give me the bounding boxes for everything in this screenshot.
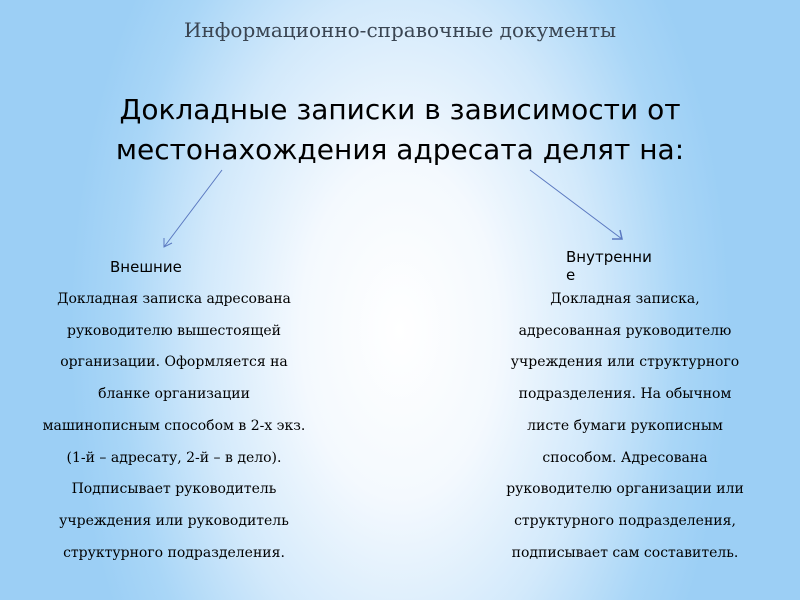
text-line: листе бумаги рукописным bbox=[527, 417, 723, 434]
text-line: структурного подразделения. bbox=[63, 544, 285, 561]
text-line: учреждения или руководитель bbox=[59, 512, 289, 529]
text-line: руководителю организации или bbox=[506, 481, 744, 498]
external-label: Внешние bbox=[110, 258, 182, 276]
arrow-left bbox=[164, 170, 222, 247]
internal-label-line: е bbox=[566, 266, 576, 284]
text-line: Подписывает руководитель bbox=[71, 481, 277, 498]
text-line: структурного подразделения, bbox=[514, 512, 736, 529]
text-line: бланке организации bbox=[98, 386, 250, 403]
heading-line: местонахождения адресата делят на: bbox=[115, 133, 685, 166]
heading-line: Докладные записки в зависимости от bbox=[119, 93, 681, 126]
text-line: учреждения или структурного bbox=[510, 354, 740, 371]
internal-description bbox=[445, 284, 800, 569]
external-description bbox=[0, 284, 354, 569]
internal-label bbox=[566, 248, 652, 284]
text-line: (1-й – адресату, 2-й – в дело). bbox=[66, 449, 282, 466]
text-line: организации. Оформляется на bbox=[60, 354, 288, 371]
text-line: руководителю вышестоящей bbox=[66, 322, 281, 339]
text-line: подписывает сам составитель. bbox=[511, 544, 739, 561]
arrow-right bbox=[530, 170, 622, 239]
text-line: подразделения. На обычном bbox=[518, 386, 732, 403]
slide-title: Информационно-справочные документы bbox=[184, 18, 616, 42]
text-line: адресованная руководителю bbox=[518, 322, 732, 339]
text-line: Докладная записка адресована bbox=[57, 291, 291, 307]
text-line: машинописным способом в 2-х экз. bbox=[42, 417, 306, 434]
text-line: способом. Адресована bbox=[542, 449, 708, 466]
internal-label-line: Внутренни bbox=[566, 248, 652, 266]
text-line: Докладная записка, bbox=[550, 291, 700, 307]
